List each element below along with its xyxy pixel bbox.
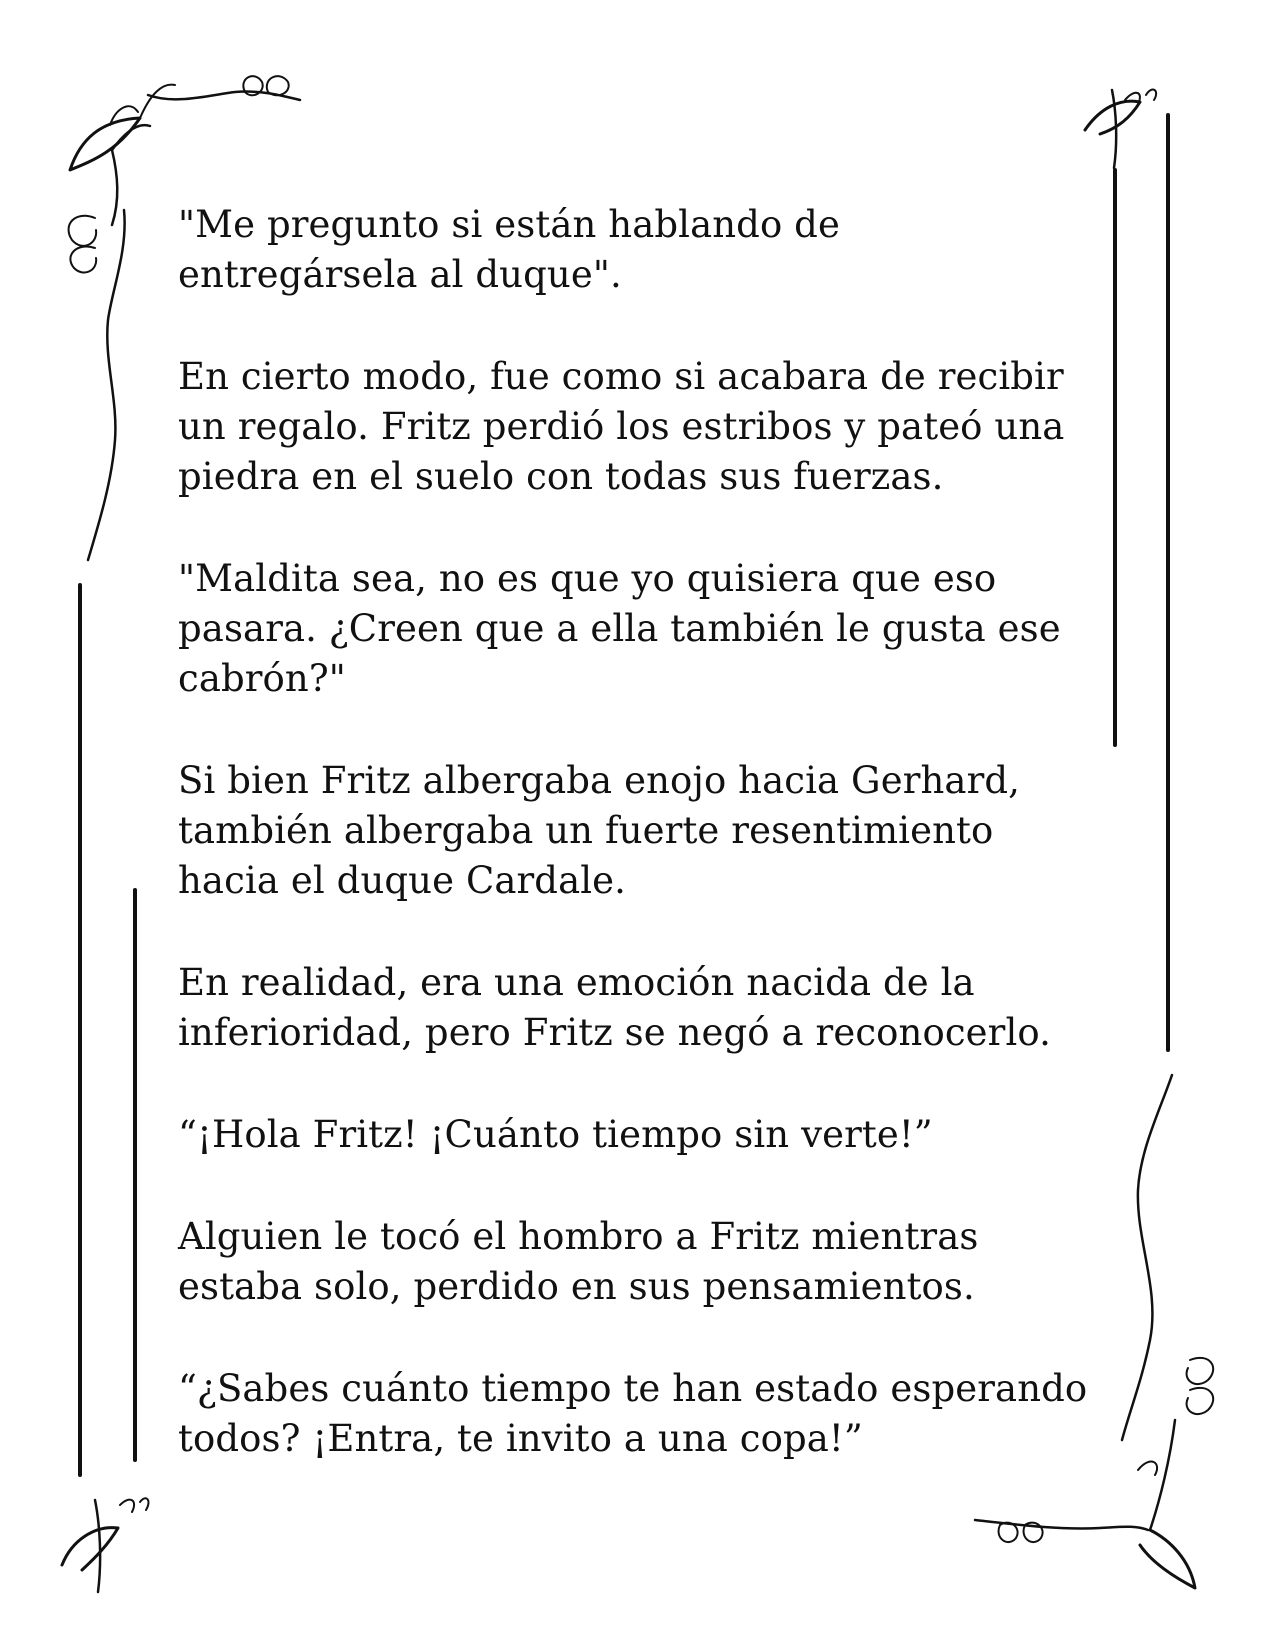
paragraph — [178, 958, 1098, 1058]
paragraph — [178, 352, 1098, 502]
paragraph — [178, 1212, 1098, 1312]
text-line: inferioridad, pero Fritz se negó a reconocerlo. — [178, 1011, 1051, 1054]
text-line: todos? ¡Entra, te invito a una copa!” — [178, 1417, 863, 1460]
text-line: Alguien le tocó el hombro a Fritz mientras — [178, 1215, 979, 1258]
paragraph — [178, 756, 1098, 906]
paragraph — [178, 554, 1098, 704]
text-line: “¡Hola Fritz! ¡Cuánto tiempo sin verte!” — [178, 1113, 933, 1156]
bottom-left-flourish — [62, 1498, 148, 1592]
text-line: “¿Sabes cuánto tiempo te han estado esperando — [178, 1367, 1088, 1410]
text-line: cabrón?" — [178, 657, 346, 700]
story-text — [178, 200, 1098, 1516]
text-line: "Me pregunto si están hablando de — [178, 203, 840, 246]
text-line: entregársela al duque". — [178, 253, 622, 296]
text-line: también albergaba un fuerte resentimiento — [178, 809, 994, 852]
text-line: Si bien Fritz albergaba enojo hacia Gerhard, — [178, 759, 1021, 802]
text-line: En cierto modo, fue como si acabara de recibir — [178, 355, 1064, 398]
paragraph — [178, 1364, 1098, 1464]
text-line: piedra en el suelo con todas sus fuerzas. — [178, 455, 944, 498]
text-line: hacia el duque Cardale. — [178, 859, 627, 902]
paragraph — [178, 1110, 1098, 1160]
text-line: En realidad, era una emoción nacida de la — [178, 961, 975, 1004]
text-line: "Maldita sea, no es que yo quisiera que eso — [178, 557, 997, 600]
text-line: un regalo. Fritz perdió los estribos y pateó una — [178, 405, 1065, 448]
text-line: pasara. ¿Creen que a ella también le gusta ese — [178, 607, 1061, 650]
text-line: estaba solo, perdido en sus pensamientos. — [178, 1265, 975, 1308]
paragraph — [178, 200, 1098, 300]
